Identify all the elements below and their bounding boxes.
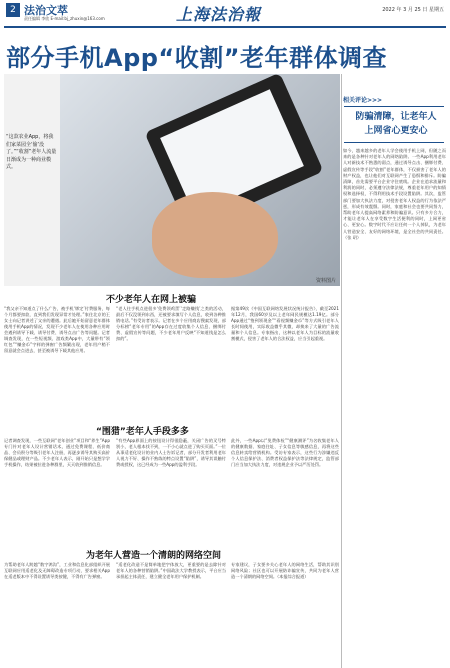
section-number: 2 bbox=[6, 3, 20, 17]
section-name: 法治文萃 bbox=[24, 4, 68, 17]
sidebar-title bbox=[348, 110, 444, 138]
sidebar-label: 相关评论>>> bbox=[343, 97, 383, 104]
issue-date: 2022 年 3 月 25 日 星期五 bbox=[382, 7, 444, 13]
sidebar-title-line-2: 上网省心更安心 bbox=[364, 126, 428, 136]
header-rule bbox=[4, 26, 446, 28]
hand-shape bbox=[152, 192, 278, 278]
section-3-column-2: “适老化改造不是简单地把字体放大，更重要的是去除针对老年人的各种营销陷阱。”中国政法大学教授表示，平台应当承担起主体责任，建立健全老年用户保护机制。 bbox=[116, 562, 226, 579]
section-2-column-2: “有些App界面上的按钮设计得很隐蔽，关闭广告的叉号特别小，老人根本找不到，一不小心就点进了购买页面。”一位从事适老化设计的业内人士告诉记者，部分开发者利用老年人视力不好、操作不熟练的特点设置“陷阱”，诱导其误触付费或授权，这已经成为一些App的盈利手段。 bbox=[116, 438, 226, 467]
subhead-3: 为老年人营造一个清朗的网络空间 bbox=[86, 551, 222, 561]
subhead-1: 不少老年人在网上被骗 bbox=[106, 295, 197, 305]
section-3-column-3: 专家建议，子女要多关心老年人的网络生活，帮助其识别网络风险；社区也可以开展防诈骗宣传，共同为老年人营造一个清朗的网络空间。（本报综合报道） bbox=[231, 562, 339, 579]
section-1-column-3: 据第49次《中国互联网络发展状况统计报告》，截至2021年12月，我国60岁及以上老年网民规模达1.19亿。部分App通过“签到领现金”“看视频赚金币”等方式吸引老年人长时间使用，实际收益微乎其微，却换来了大量的广告流量和个人信息。专家指出，这种以老年人为目标的流量收割模式，侵害了老年人的合法权益，应当引起重视。 bbox=[231, 306, 339, 341]
article-headline: 部分手机App“收割”老年群体调查 bbox=[6, 44, 387, 72]
section-3-column-1: 为帮助老年人跨越“数字鸿沟”，工业和信息化部组织开展互联网应用适老化及无障碍改造专项行动，要求相关App在适老版本中不得设置诱导类按键，不得有广告弹窗。 bbox=[4, 562, 110, 579]
section-2-column-1: 记者调查发现，一些互联网“老年创业”项目和“养生”App专门针对老年人设计营销话术，通过免费课程、低价商品、会员积分等吸引老年人注册，再逐步诱导其购买高价保健品或理财产品。不少老年人表示，刚开始只是想学学手机操作，结果被拉进各种群里，天天收到推销信息。 bbox=[4, 438, 110, 467]
editor-credits: 责任编辑 李欣 E-mail:bj_zhuxin@163.com bbox=[24, 16, 105, 21]
sidebar-title-line-1: 防骗清障，让老年人 bbox=[355, 112, 437, 122]
section-1-column-1: “我父亲不知道点了什么广告，被手机‘绑定’付费服务，每个月都要扣款，直到我们发现异常才处理。”家住北京的王女士向记者讲述了父亲的遭遇。此后她开始留意老年群体使用手机App的情况，发现不少老年人在使用各种应用时会遇到诱导下载、诱导付费、诱导点击广告等问题。记者调查发现，在一些短视频、游戏类App中，大量带有“领红包”“赚金币”字样的弹窗广告频繁出现，老年用户稍不留意就会点进去，甚至被诱导下载其他应用。 bbox=[4, 306, 110, 353]
section-2-column-3: 此外，一些App以“免费体检”“健康测评”为名收集老年人的健康数据、家庭住址、子女信息等敏感信息，再将这些信息转卖给营销机构。受访专家表示，这些行为涉嫌违反个人信息保护法、消费者权益保护法等法律规定，监管部门应当加大执法力度，对违规企业予以严厉处罚。 bbox=[231, 438, 339, 467]
sidebar-divider bbox=[341, 74, 342, 668]
sidebar-rule-bottom bbox=[344, 142, 444, 143]
sidebar-commentary-text: 如今，越来越多的老年人学会使用手机上网，但随之而来的是各种针对老年人的网络陷阱。一些App利用老年人对新技术不熟悉的弱点，通过诱导点击、捆绑付费、虚假宣传等手段“收割”老年群体，不仅损害了老年人的财产权益，也让他们对互联网产生了恐惧和排斥。防骗清障，首先需要平台企业守住底线。企业在追求流量和利润的同时，必须遵守法律法规，尊重老年用户的知情权和选择权，不得利用技术手段设置陷阱。其次，监管部门要加大执法力度，对侵害老年人权益的行为依法严惩，形成有效震慑。同时，家庭和社会也要共同努力，帮助老年人提高网络素养和防骗意识。只有多方合力，才能让老年人在享受数字生活便利的同时，上网更省心、更安心。数字时代不应让任何一个人掉队，为老年人营造安全、友好的网络环境，是全社会的共同责任。（张 玥） bbox=[343, 148, 446, 240]
sidebar-rule-top bbox=[344, 106, 444, 107]
newspaper-masthead: 上海法治報 bbox=[176, 5, 262, 24]
section-1-column-2: “老人往手机点进很多‘免费领鸡蛋’‘走路赚钱’之类的活动，最后不仅没领到东西，还被要求填写个人信息，收到各种推销电话。”有受访者表示。记者在多个应用商店搜索发现，部分标榜“老年专用”的App存在过度收集个人信息、捆绑付费、虚假宣传等问题，不少老年用户反映“不知道钱是怎么扣的”。 bbox=[116, 306, 226, 341]
lead-box bbox=[4, 74, 60, 286]
subhead-2: “围猎”老年人手段多多 bbox=[96, 427, 189, 437]
page-header bbox=[0, 0, 450, 28]
lead-text: “这款农业App，将我们家菜园全‘偷’没了。”“收割”老年人流量日渐成为一种商业模式。 bbox=[6, 134, 57, 170]
photo-credit: 资料图片 bbox=[315, 278, 336, 284]
